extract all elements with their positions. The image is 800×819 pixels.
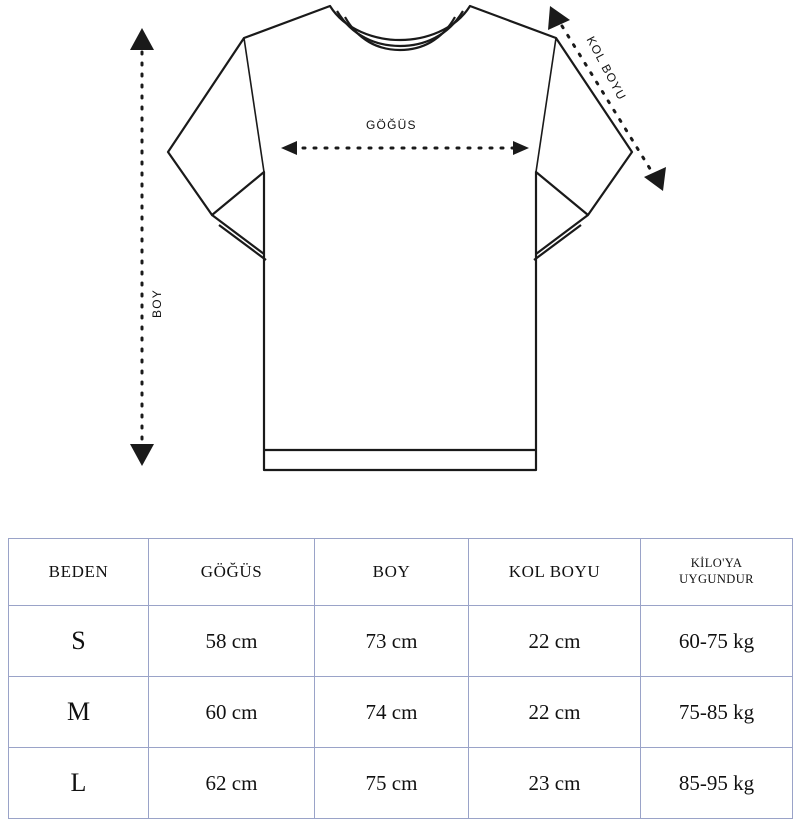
cell-size: L xyxy=(9,748,149,819)
cell-chest: 58 cm xyxy=(149,606,315,677)
table-row xyxy=(9,606,793,677)
sleeve-dimension-label: KOL BOYU xyxy=(583,34,630,103)
weight-header-line-2: UYGUNDUR xyxy=(679,572,754,586)
size-table xyxy=(8,538,793,819)
cell-length: 73 cm xyxy=(315,606,469,677)
cell-weight: 85-95 kg xyxy=(641,748,793,819)
column-header-length: BOY xyxy=(315,539,469,606)
sleeve-measure-arrow xyxy=(548,6,666,191)
cell-weight: 60-75 kg xyxy=(641,606,793,677)
tshirt-outline xyxy=(168,6,632,470)
chest-dimension-label: GÖĞÜS xyxy=(366,118,417,132)
length-dimension-label: BOY xyxy=(150,289,164,318)
column-header-sleeve: KOL BOYU xyxy=(469,539,641,606)
column-header-chest: GÖĞÜS xyxy=(149,539,315,606)
cell-weight: 75-85 kg xyxy=(641,677,793,748)
cell-sleeve: 22 cm xyxy=(469,606,641,677)
weight-header-line-1: KİLO'YA xyxy=(690,556,743,571)
length-measure-arrow xyxy=(130,28,154,466)
table-row xyxy=(9,677,793,748)
cell-chest: 62 cm xyxy=(149,748,315,819)
chest-measure-arrow xyxy=(281,141,529,155)
cell-size: M xyxy=(9,677,149,748)
cell-size: S xyxy=(9,606,149,677)
cell-sleeve: 23 cm xyxy=(469,748,641,819)
cell-length: 74 cm xyxy=(315,677,469,748)
column-header-weight xyxy=(641,539,793,606)
table-header-row xyxy=(9,539,793,606)
cell-length: 75 cm xyxy=(315,748,469,819)
column-header-size: BEDEN xyxy=(9,539,149,606)
table-row xyxy=(9,748,793,819)
cell-chest: 60 cm xyxy=(149,677,315,748)
cell-sleeve: 22 cm xyxy=(469,677,641,748)
